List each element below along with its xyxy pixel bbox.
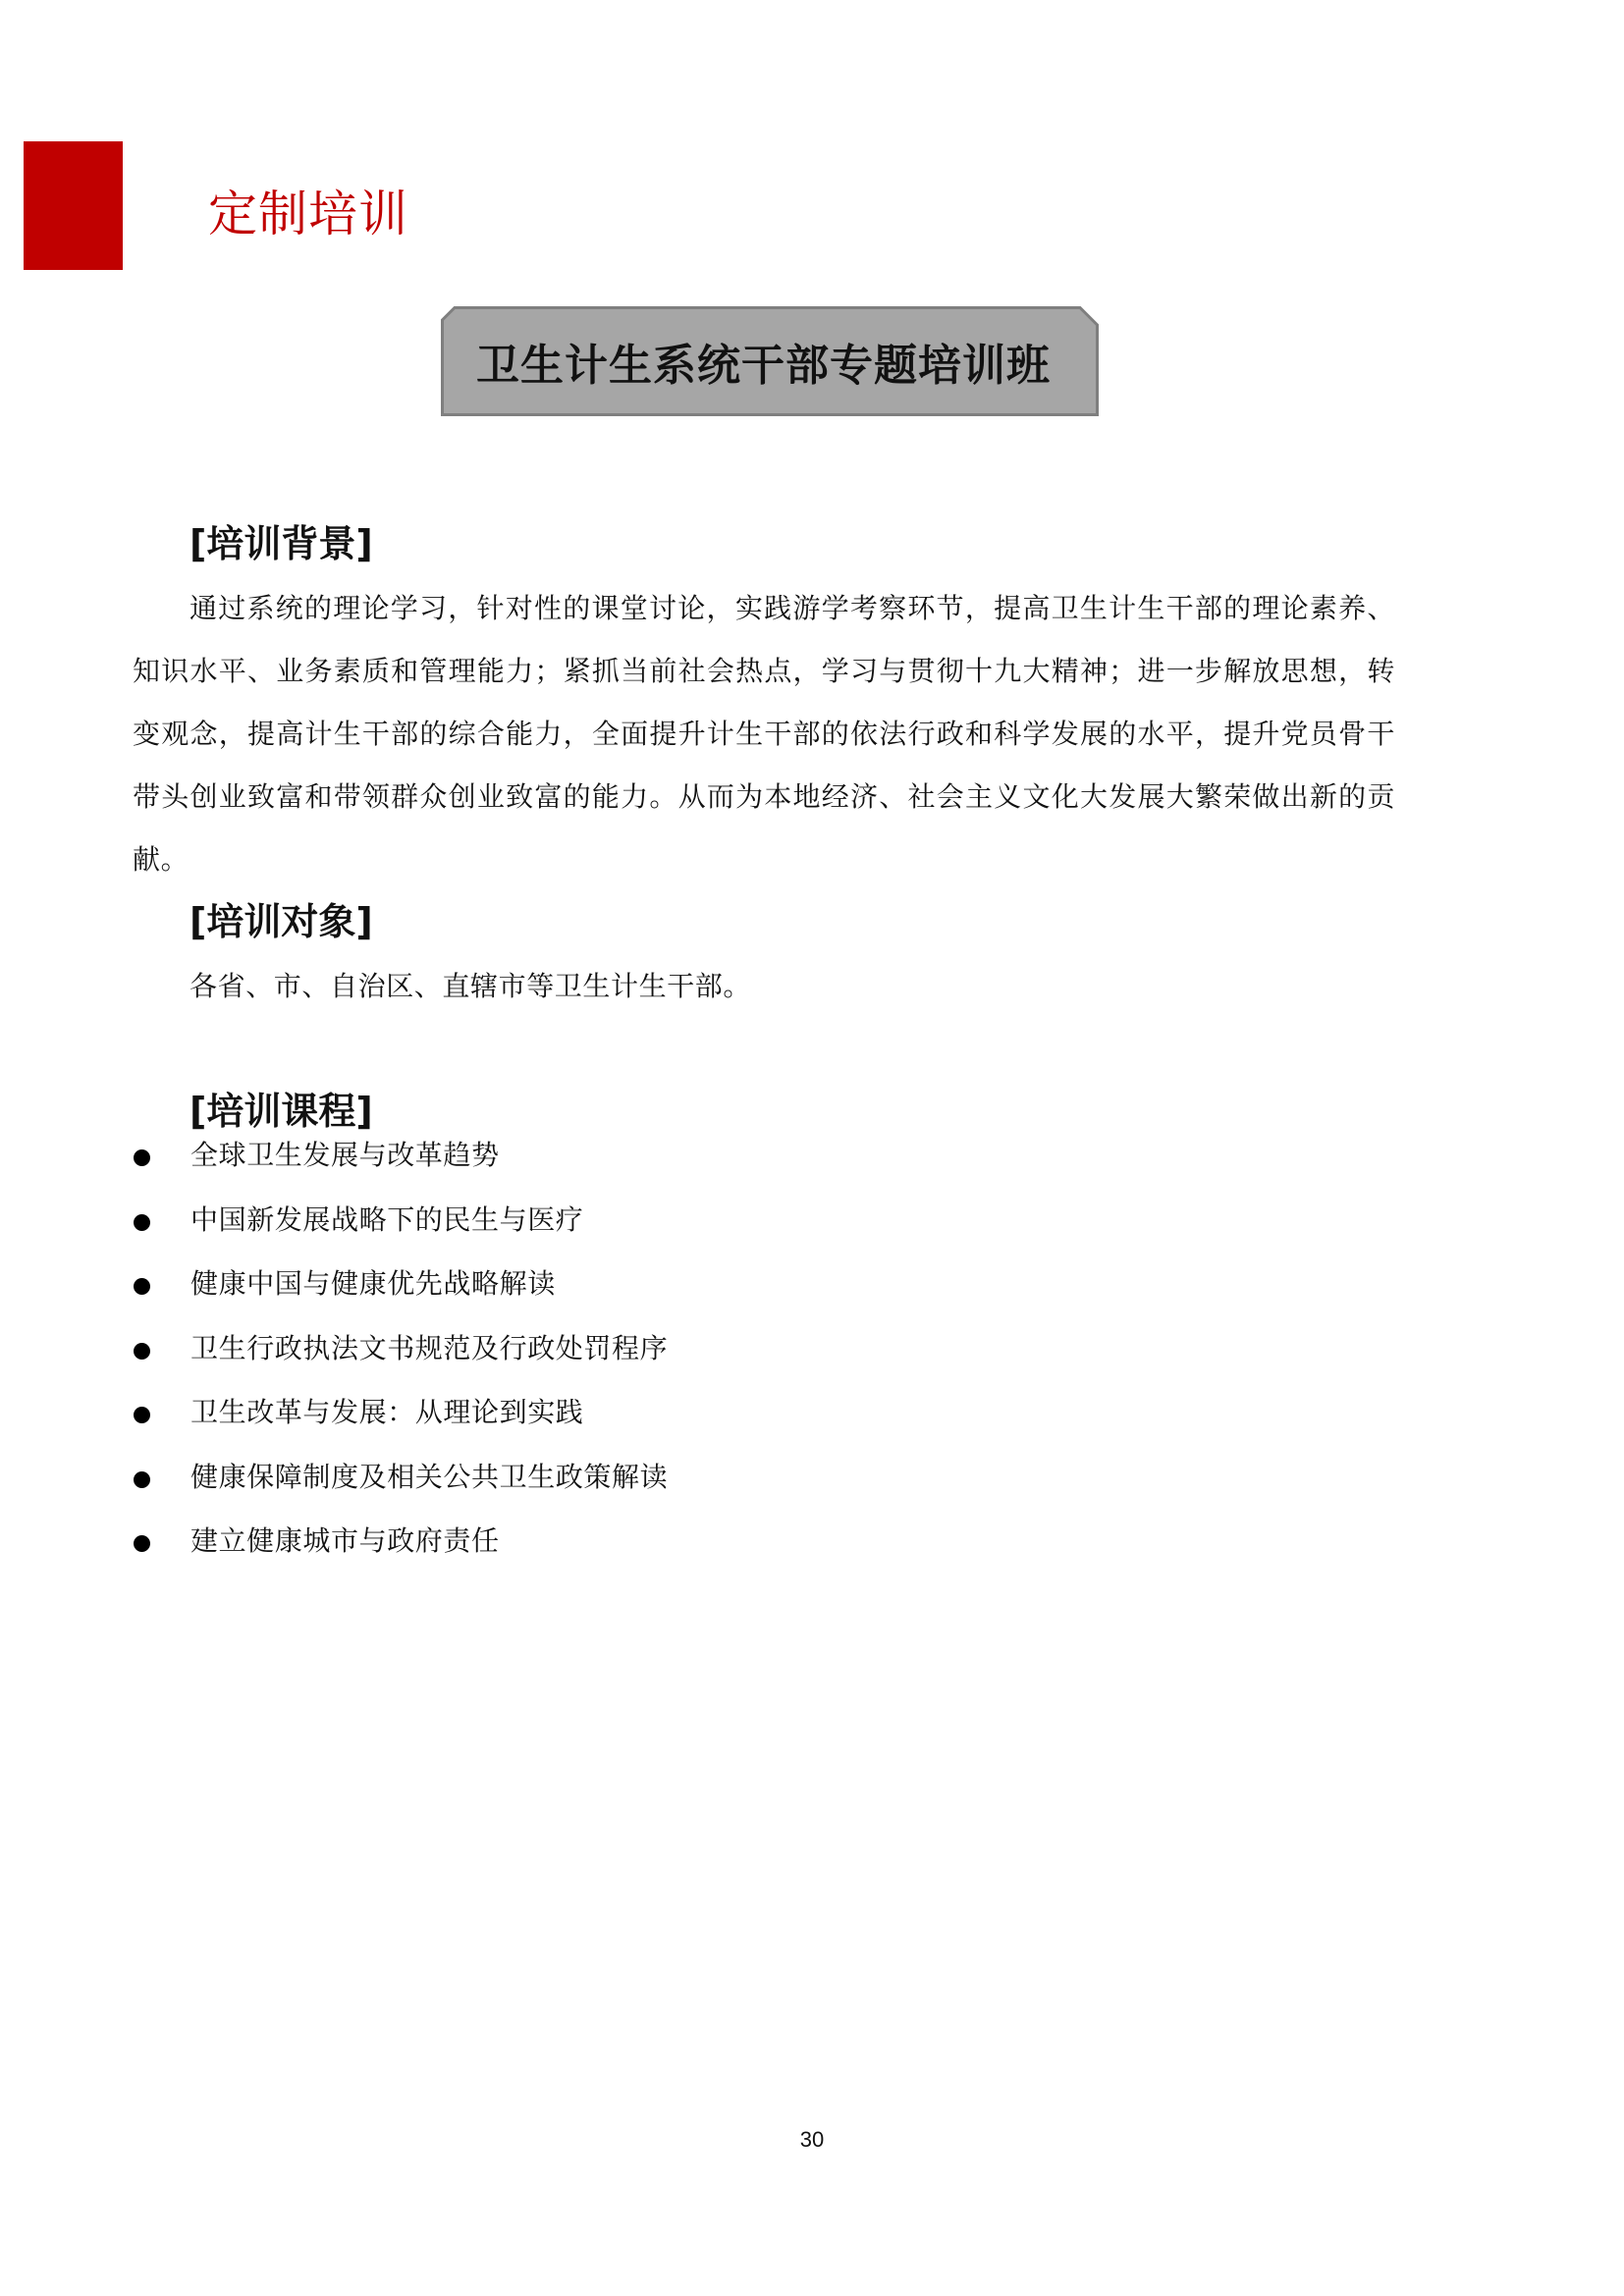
section-title: 定制培训 — [208, 186, 408, 242]
course-list-item — [133, 1460, 669, 1528]
course-list-item — [133, 1331, 669, 1400]
course-label: 健康中国与健康优先战略解读 — [190, 1267, 556, 1300]
course-label: 卫生行政执法文书规范及行政处罚程序 — [190, 1331, 669, 1364]
course-label: 卫生改革与发展：从理论到实践 — [190, 1396, 584, 1428]
background-heading: [培训背景] — [189, 522, 373, 565]
page-number: 30 — [799, 2127, 825, 2152]
course-list-item — [133, 1267, 668, 1335]
course-list-item — [133, 1202, 668, 1271]
bullet-icon — [134, 1278, 150, 1295]
course-list-item — [133, 1524, 668, 1592]
program-title-box — [441, 306, 1099, 416]
course-list-item — [133, 1139, 668, 1206]
course-label: 全球卫生发展与改革趋势 — [190, 1139, 500, 1171]
bullet-icon — [134, 1149, 150, 1166]
section-marker-block — [24, 141, 123, 270]
program-title: 卫生计生系统干部专题培训班 — [476, 341, 1051, 391]
bullet-icon — [134, 1471, 150, 1488]
bullet-icon — [134, 1214, 150, 1231]
course-list-item — [133, 1396, 668, 1464]
audience-text: 各省、市、自治区、直辖市等卫生计生干部。 — [189, 970, 752, 1002]
audience-heading: [培训对象] — [189, 900, 373, 943]
course-label: 健康保障制度及相关公共卫生政策解读 — [190, 1460, 669, 1493]
course-label: 中国新发展战略下的民生与医疗 — [190, 1202, 584, 1236]
background-paragraph: 通过系统的理论学习，针对性的课堂讨论，实践游学考察环节，提高卫生计生干部的理论素养、知识水平、业务素质和管理能力；紧抓当前社会热点，学习与贯彻十九大精神；进一步解放思想，转变观念，提高计生干部的综合能力，全面提升计生干部的依法行政和科学发展的水平，提升党员骨干带头创业致富和带领群众创业致富的能力。从而为本地经济、社会主义文化大发展大繁荣做出新的贡献。 — [133, 592, 1395, 876]
bullet-icon — [134, 1407, 150, 1423]
course-list — [133, 1139, 669, 1592]
course-label: 建立健康城市与政府责任 — [190, 1524, 500, 1557]
bullet-icon — [134, 1343, 150, 1360]
courses-heading: [培训课程] — [189, 1090, 373, 1133]
bullet-icon — [134, 1535, 150, 1552]
